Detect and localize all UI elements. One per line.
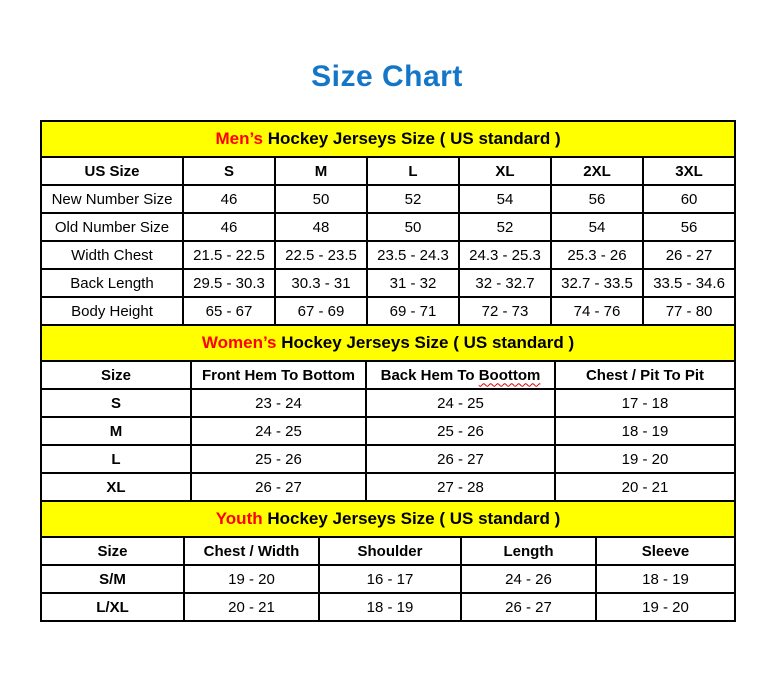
womens-col-header: Chest / Pit To Pit [555, 361, 735, 389]
mens-size-value: 65 - 67 [183, 297, 275, 325]
mens-size-value: 23.5 - 24.3 [367, 241, 459, 269]
table-row [41, 473, 735, 501]
womens-size-value: 19 - 20 [555, 445, 735, 473]
youth-col-header: Length [461, 537, 596, 565]
mens-size-value: 50 [275, 185, 367, 213]
womens-col-header [366, 361, 555, 389]
mens-row-label: Back Length [41, 269, 183, 297]
womens-back-hem-label: Back Hem To [380, 366, 479, 384]
youth-size-value: 19 - 20 [184, 565, 319, 593]
mens-col-header: US Size [41, 157, 183, 185]
youth-size-table [40, 500, 736, 622]
mens-size-value: 25.3 - 26 [551, 241, 643, 269]
mens-size-value: 33.5 - 34.6 [643, 269, 735, 297]
mens-size-value: 56 [551, 185, 643, 213]
youth-header-row [41, 537, 735, 565]
mens-caption-row [41, 121, 735, 157]
table-row [41, 417, 735, 445]
mens-row-label: Body Height [41, 297, 183, 325]
youth-col-header: Sleeve [596, 537, 735, 565]
mens-size-value: 32 - 32.7 [459, 269, 551, 297]
youth-size-value: 18 - 19 [596, 565, 735, 593]
mens-size-value: 29.5 - 30.3 [183, 269, 275, 297]
mens-size-value: 50 [367, 213, 459, 241]
womens-size-value: 17 - 18 [555, 389, 735, 417]
size-chart-document [40, 0, 734, 622]
youth-row-label: S/M [41, 565, 184, 593]
womens-size-table [40, 324, 736, 502]
mens-size-value: 52 [459, 213, 551, 241]
youth-caption-text: Hockey Jerseys Size ( US standard ) [262, 509, 561, 528]
mens-size-value: 52 [367, 185, 459, 213]
mens-size-value: 74 - 76 [551, 297, 643, 325]
mens-col-header: 2XL [551, 157, 643, 185]
table-row [41, 241, 735, 269]
youth-size-value: 19 - 20 [596, 593, 735, 621]
mens-row-label: Old Number Size [41, 213, 183, 241]
table-row [41, 269, 735, 297]
mens-size-value: 46 [183, 213, 275, 241]
mens-size-value: 24.3 - 25.3 [459, 241, 551, 269]
youth-caption-row [41, 501, 735, 537]
womens-back-hem-misspelled-word: Boottom [478, 366, 541, 384]
mens-table-caption [41, 121, 735, 157]
youth-size-value: 16 - 17 [319, 565, 461, 593]
youth-caption-highlight: Youth [215, 509, 263, 528]
mens-size-value: 54 [459, 185, 551, 213]
mens-size-value: 72 - 73 [459, 297, 551, 325]
womens-size-value: 24 - 25 [366, 389, 555, 417]
mens-size-value: 22.5 - 23.5 [275, 241, 367, 269]
youth-table-caption [41, 501, 735, 537]
mens-size-value: 60 [643, 185, 735, 213]
mens-size-value: 21.5 - 22.5 [183, 241, 275, 269]
table-row [41, 297, 735, 325]
page-title: Size Chart [311, 60, 463, 93]
mens-size-value: 31 - 32 [367, 269, 459, 297]
womens-row-label: M [41, 417, 191, 445]
youth-size-value: 18 - 19 [319, 593, 461, 621]
womens-row-label: S [41, 389, 191, 417]
womens-size-value: 18 - 19 [555, 417, 735, 445]
womens-col-header: Front Hem To Bottom [191, 361, 366, 389]
womens-caption-row [41, 325, 735, 361]
mens-size-table [40, 120, 736, 326]
mens-row-label: New Number Size [41, 185, 183, 213]
womens-table-caption [41, 325, 735, 361]
womens-size-value: 26 - 27 [366, 445, 555, 473]
womens-size-value: 20 - 21 [555, 473, 735, 501]
youth-size-value: 24 - 26 [461, 565, 596, 593]
womens-size-value: 25 - 26 [366, 417, 555, 445]
womens-caption-highlight: Women’s [201, 333, 277, 352]
youth-col-header: Chest / Width [184, 537, 319, 565]
mens-header-row [41, 157, 735, 185]
womens-size-value: 27 - 28 [366, 473, 555, 501]
mens-size-value: 69 - 71 [367, 297, 459, 325]
table-row [41, 565, 735, 593]
youth-col-header: Size [41, 537, 184, 565]
youth-size-value: 26 - 27 [461, 593, 596, 621]
youth-row-label: L/XL [41, 593, 184, 621]
mens-size-value: 54 [551, 213, 643, 241]
table-row [41, 213, 735, 241]
mens-caption-highlight: Men’s [215, 129, 263, 148]
table-row [41, 185, 735, 213]
mens-row-label: Width Chest [41, 241, 183, 269]
mens-caption-text: Hockey Jerseys Size ( US standard ) [263, 129, 561, 148]
mens-size-value: 67 - 69 [275, 297, 367, 325]
mens-size-value: 56 [643, 213, 735, 241]
mens-size-value: 26 - 27 [643, 241, 735, 269]
womens-size-value: 24 - 25 [191, 417, 366, 445]
table-row [41, 389, 735, 417]
womens-size-value: 25 - 26 [191, 445, 366, 473]
table-row [41, 593, 735, 621]
mens-size-value: 48 [275, 213, 367, 241]
mens-col-header: S [183, 157, 275, 185]
mens-size-value: 77 - 80 [643, 297, 735, 325]
mens-size-value: 30.3 - 31 [275, 269, 367, 297]
mens-col-header: XL [459, 157, 551, 185]
womens-size-value: 26 - 27 [191, 473, 366, 501]
mens-col-header: M [275, 157, 367, 185]
mens-size-value: 46 [183, 185, 275, 213]
mens-col-header: 3XL [643, 157, 735, 185]
youth-col-header: Shoulder [319, 537, 461, 565]
womens-row-label: L [41, 445, 191, 473]
womens-row-label: XL [41, 473, 191, 501]
mens-size-value: 32.7 - 33.5 [551, 269, 643, 297]
womens-header-row [41, 361, 735, 389]
womens-size-value: 23 - 24 [191, 389, 366, 417]
womens-col-header: Size [41, 361, 191, 389]
mens-col-header: L [367, 157, 459, 185]
womens-caption-text: Hockey Jerseys Size ( US standard ) [276, 333, 575, 352]
youth-size-value: 20 - 21 [184, 593, 319, 621]
table-row [41, 445, 735, 473]
